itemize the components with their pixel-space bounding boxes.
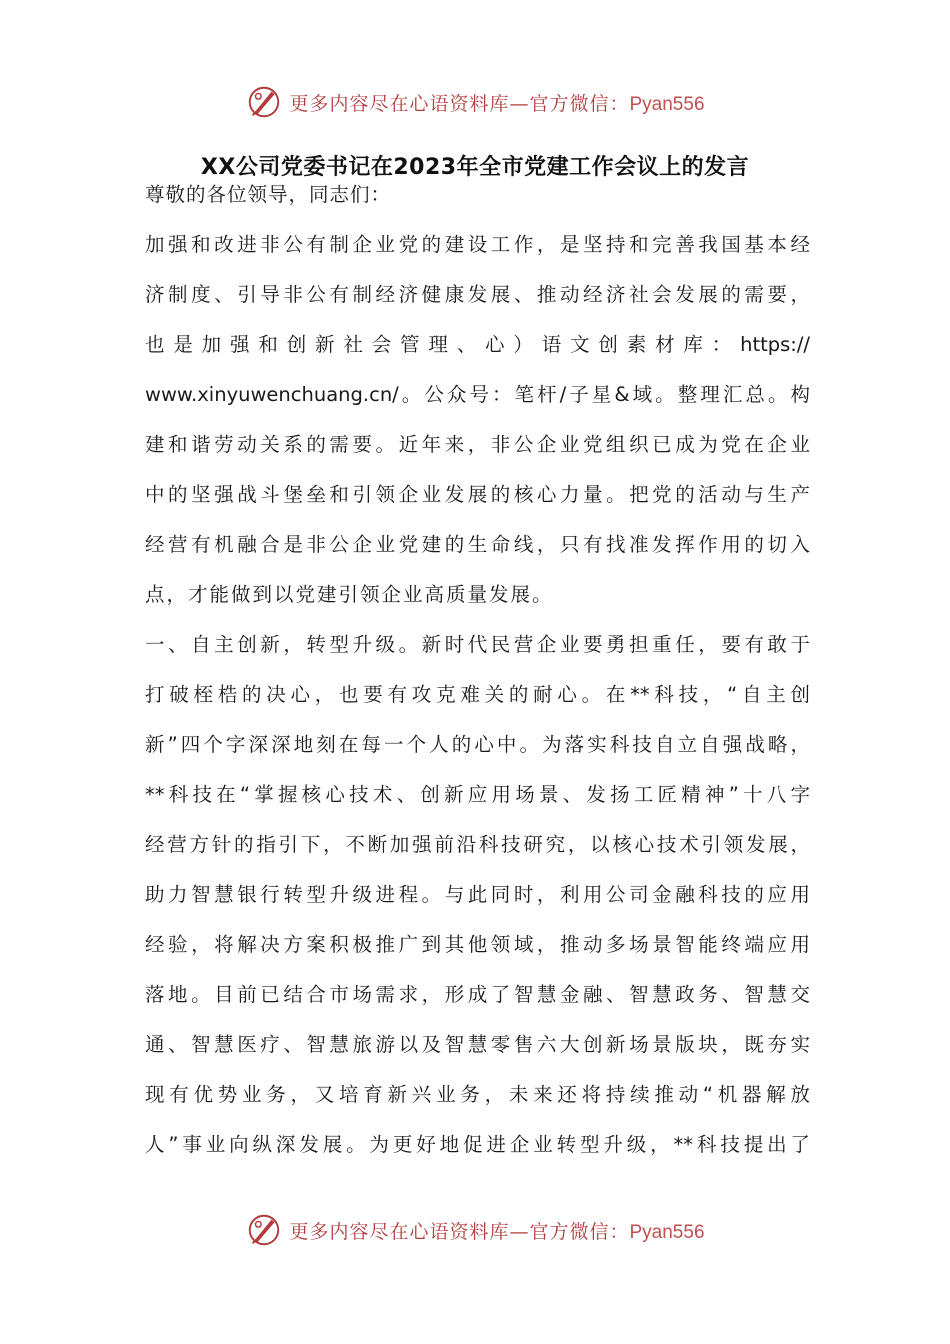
body-line: 落地。目前已结合市场需求，形成了智慧金融、智慧政务、智慧交 — [145, 983, 810, 1006]
body-line: 也是加强和创新社会管理、心）语文创素材库：https:// — [145, 333, 810, 356]
footer-watermark-banner — [0, 1210, 950, 1250]
body-line: **科技在“掌握核心技术、创新应用场景、发扬工匠精神”十八字 — [145, 783, 810, 806]
header-watermark-text: 更多内容尽在心语资料库—官方微信：Pyan556 — [289, 92, 705, 115]
header-contact-id: Pyan556 — [629, 93, 705, 115]
body-line: 加强和改进非公有制企业党的建设工作，是坚持和完善我国基本经 — [145, 233, 810, 256]
body-line: 新”四个字深深地刻在每一个人的心中。为落实科技自立自强战略， — [145, 733, 810, 756]
body-line: 济制度、引导非公有制经济健康发展、推动经济社会发展的需要， — [145, 283, 810, 306]
document-title: XX公司党委书记在2023年全市党建工作会议上的发言 — [200, 155, 750, 180]
body-line: 经验，将解决方案积极推广到其他领域，推动多场景智能终端应用 — [145, 933, 810, 956]
salutation: 尊敬的各位领导，同志们： — [145, 183, 392, 206]
body-line: 中的坚强战斗堡垒和引领企业发展的核心力量。把党的活动与生产 — [145, 483, 810, 506]
footer-contact-id: Pyan556 — [629, 1221, 705, 1243]
body-line: 现有优势业务，又培育新兴业务，未来还将持续推动“机器解放 — [145, 1083, 810, 1106]
body-line: 建和谐劳动关系的需要。近年来，非公企业党组织已成为党在企业 — [145, 433, 810, 456]
header-watermark-banner — [0, 82, 950, 122]
body-line: 打破桎梏的决心，也要有攻克难关的耐心。在**科技，“自主创 — [145, 683, 810, 706]
body-line: 点，才能做到以党建引领企业高质量发展。 — [145, 583, 554, 606]
body-line: 经营方针的指引下，不断加强前沿科技研究，以核心技术引领发展， — [145, 833, 810, 856]
quill-logo-icon — [245, 83, 283, 121]
body-line: 通、智慧医疗、智慧旅游以及智慧零售六大创新场景版块，既夯实 — [145, 1033, 810, 1056]
body-line: www.xinyuwenchuang.cn/。公众号：笔杆/子星&域。整理汇总。构 — [145, 383, 810, 406]
body-line: 人”事业向纵深发展。为更好地促进企业转型升级，**科技提出了 — [145, 1133, 810, 1156]
section-heading-line: 一、自主创新，转型升级。新时代民营企业要勇担重任，要有敢于 — [145, 633, 810, 656]
body-line: 助力智慧银行转型升级进程。与此同时，利用公司金融科技的应用 — [145, 883, 810, 906]
footer-watermark-text: 更多内容尽在心语资料库—官方微信：Pyan556 — [289, 1220, 705, 1243]
body-line: 经营有机融合是非公企业党建的生命线，只有找准发挥作用的切入 — [145, 533, 810, 556]
quill-logo-icon — [245, 1211, 283, 1249]
